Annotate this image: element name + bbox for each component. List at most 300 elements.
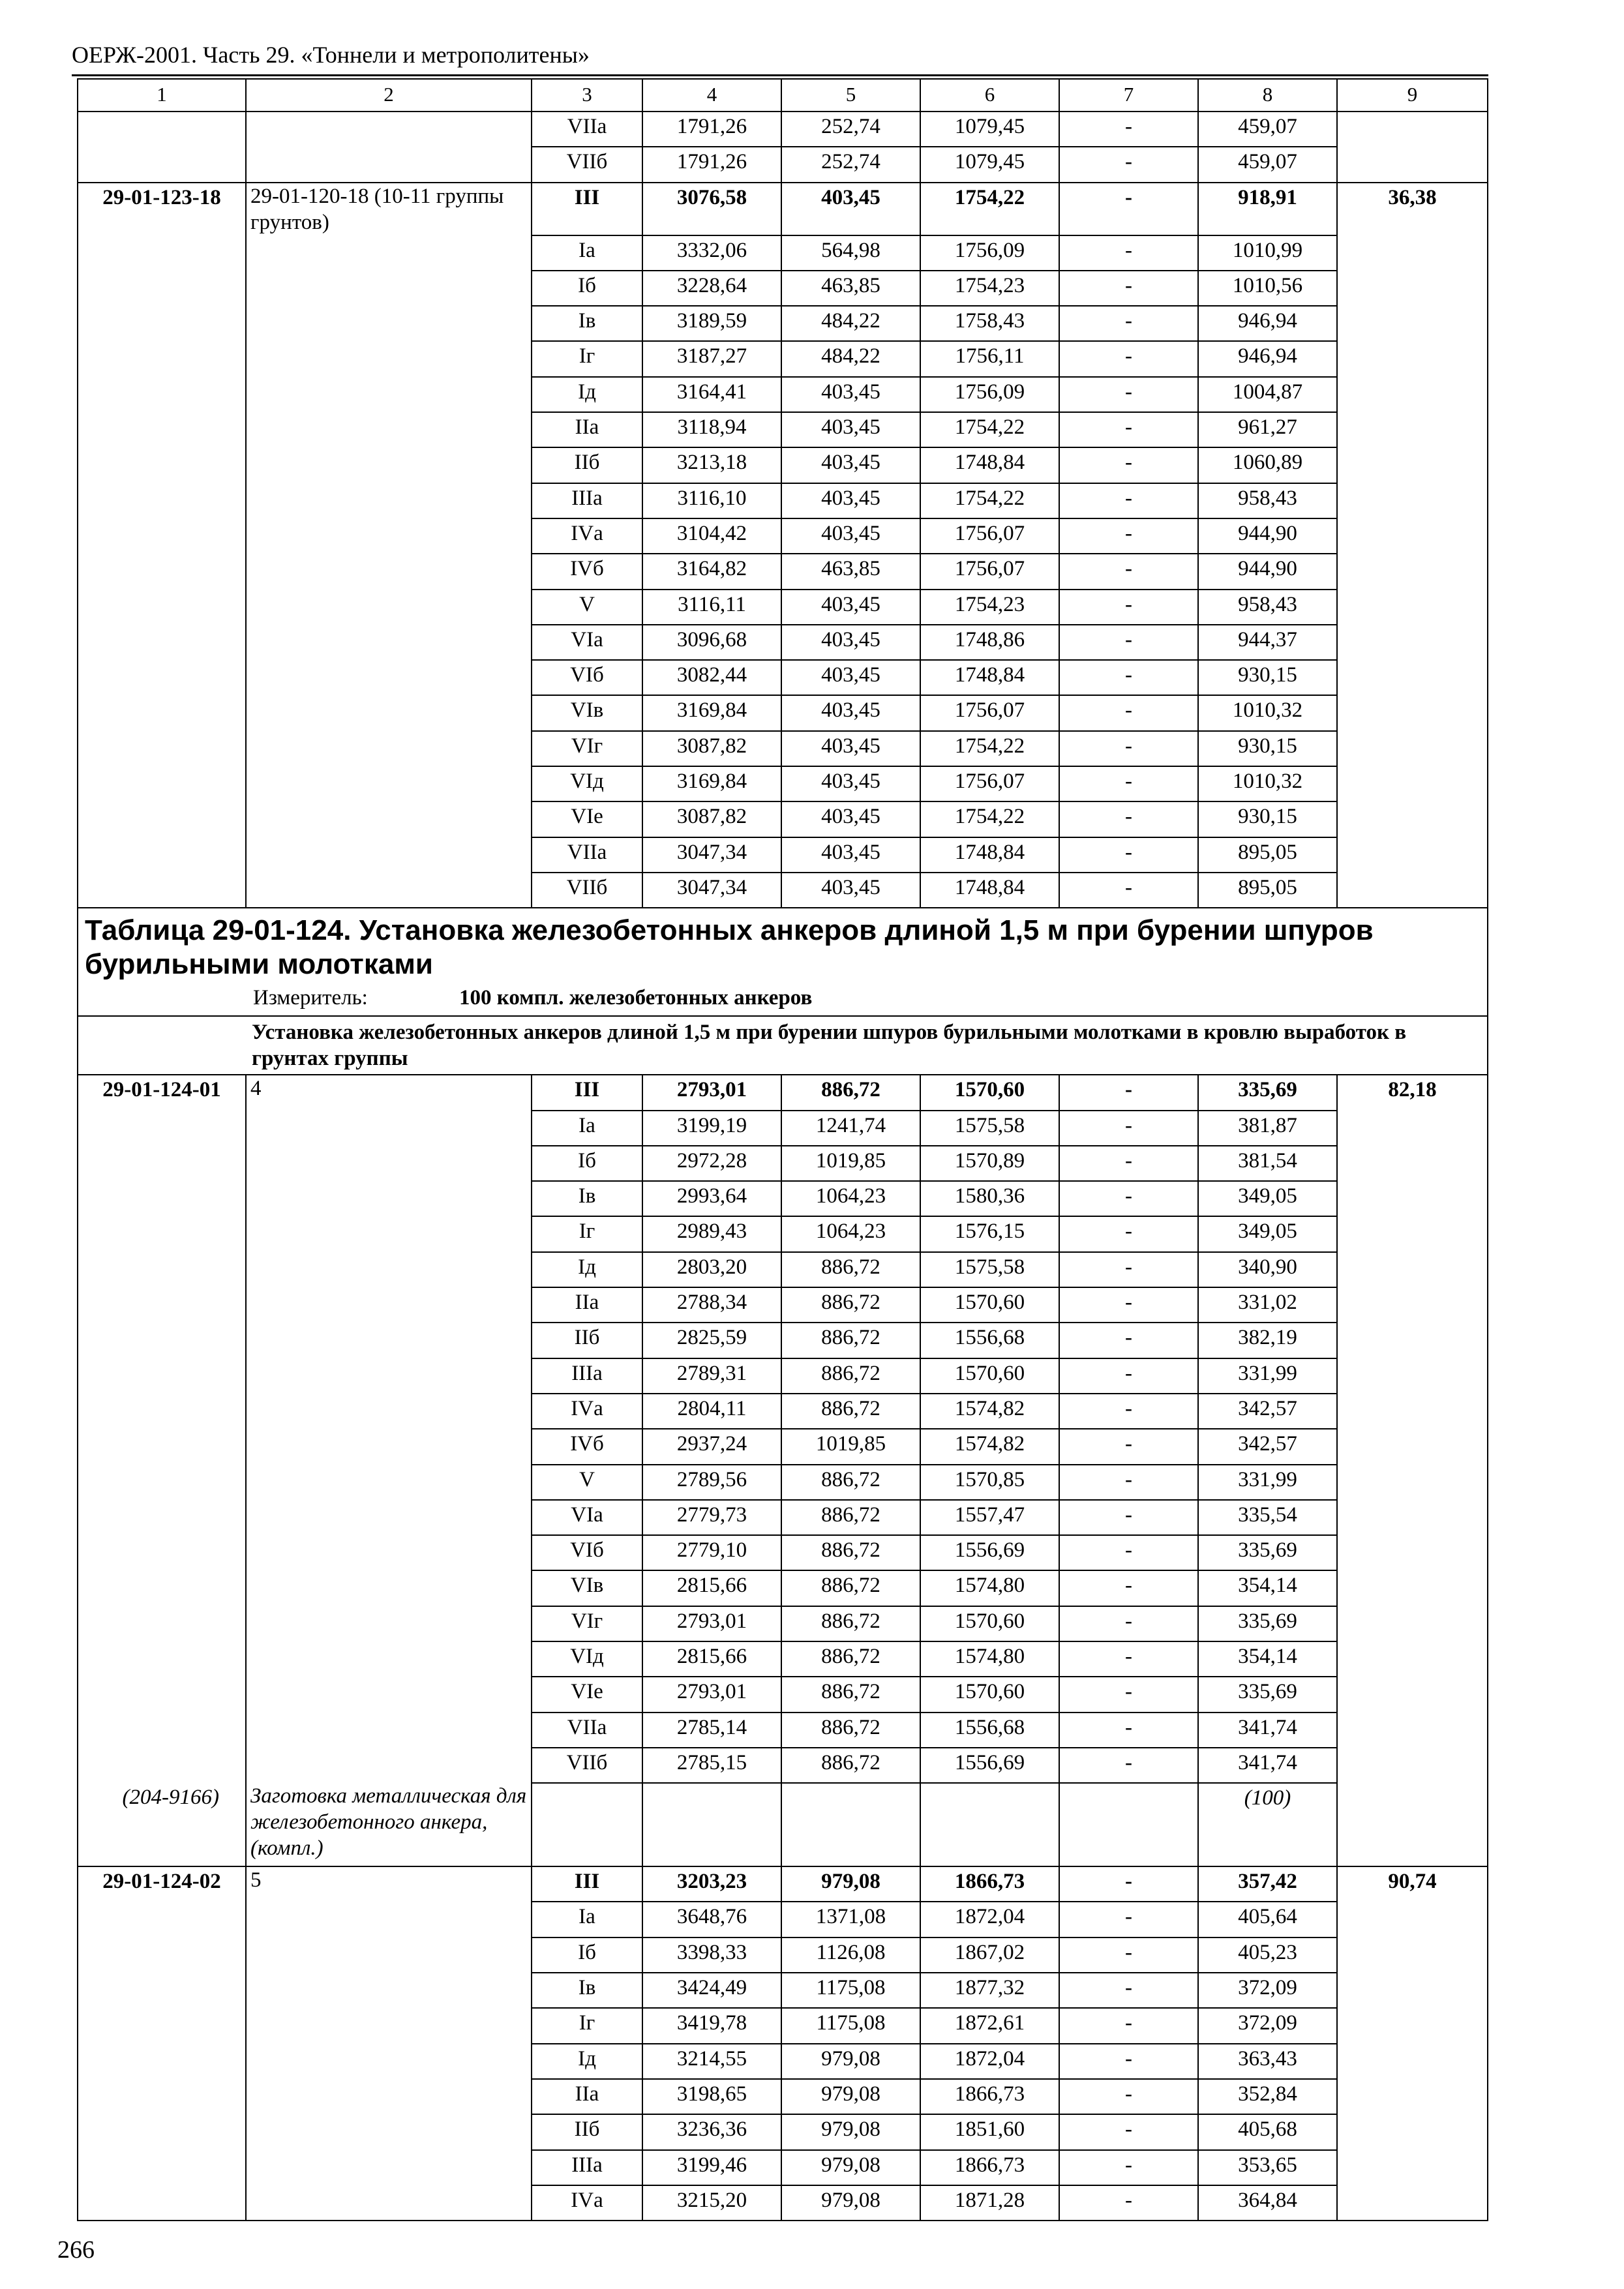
name-cell xyxy=(246,1677,532,1712)
total-cost: 2793,01 xyxy=(642,1677,781,1712)
wage-cost: 463,85 xyxy=(781,554,920,589)
code-cell xyxy=(78,2008,246,2043)
total-cost: 2788,34 xyxy=(642,1287,781,1323)
soil-group: Iв xyxy=(532,306,642,341)
driver-wage: - xyxy=(1059,2185,1198,2221)
total-cost: 2785,15 xyxy=(642,1748,781,1783)
table-row xyxy=(78,1216,1488,1251)
col9-cell xyxy=(1337,483,1488,518)
column-number-6: 6 xyxy=(920,79,1059,112)
material-cost: 1010,56 xyxy=(1198,271,1337,306)
soil-group: VIе xyxy=(532,801,642,837)
driver-wage: - xyxy=(1059,1075,1198,1110)
table-row xyxy=(78,695,1488,730)
table-row xyxy=(78,1287,1488,1323)
table-row xyxy=(78,1748,1488,1783)
driver-wage: - xyxy=(1059,1429,1198,1464)
driver-wage: - xyxy=(1059,235,1198,271)
wage-cost: 252,74 xyxy=(781,112,920,147)
total-cost: 2803,20 xyxy=(642,1252,781,1287)
total-cost: 3214,55 xyxy=(642,2044,781,2079)
code-cell xyxy=(78,1902,246,1937)
name-cell xyxy=(246,518,532,554)
empty-cell xyxy=(781,1783,920,1866)
material-name: Заготовка металлическая для железобетонного анкера, (компл.) xyxy=(246,1783,532,1866)
machine-cost: 1872,04 xyxy=(920,2044,1059,2079)
table-row xyxy=(78,112,1488,147)
soil-group: IIа xyxy=(532,412,642,447)
total-cost: 3187,27 xyxy=(642,341,781,376)
code-cell xyxy=(78,1973,246,2008)
empty-cell xyxy=(1059,1783,1198,1866)
table-row xyxy=(78,183,1488,235)
soil-group: VIб xyxy=(532,660,642,695)
code-cell xyxy=(78,625,246,660)
material-cost: 459,07 xyxy=(1198,112,1337,147)
machine-cost: 1872,04 xyxy=(920,1902,1059,1937)
name-cell xyxy=(246,2044,532,2079)
material-cost: 895,05 xyxy=(1198,873,1337,908)
col9-cell xyxy=(1337,377,1488,412)
machine-cost: 1851,60 xyxy=(920,2114,1059,2149)
material-cost: 961,27 xyxy=(1198,412,1337,447)
page-number: 266 xyxy=(57,2236,95,2264)
wage-cost: 403,45 xyxy=(781,447,920,483)
wage-cost: 403,45 xyxy=(781,731,920,766)
driver-wage: - xyxy=(1059,112,1198,147)
col9-cell xyxy=(1337,1677,1488,1712)
driver-wage: - xyxy=(1059,1216,1198,1251)
soil-group: VIв xyxy=(532,695,642,730)
driver-wage: - xyxy=(1059,1111,1198,1146)
material-row xyxy=(78,1783,1488,1866)
driver-wage: - xyxy=(1059,625,1198,660)
material-cost: 349,05 xyxy=(1198,1216,1337,1251)
wage-cost: 979,08 xyxy=(781,2114,920,2149)
name-cell xyxy=(246,660,532,695)
material-cost: 335,69 xyxy=(1198,1535,1337,1570)
table-row xyxy=(78,1429,1488,1464)
total-cost: 2789,31 xyxy=(642,1358,781,1394)
machine-cost: 1576,15 xyxy=(920,1216,1059,1251)
total-cost: 3116,10 xyxy=(642,483,781,518)
code-cell xyxy=(78,1677,246,1712)
wage-cost: 979,08 xyxy=(781,2185,920,2221)
total-cost: 3189,59 xyxy=(642,306,781,341)
wage-cost: 1064,23 xyxy=(781,1216,920,1251)
name-cell xyxy=(246,2185,532,2221)
soil-group: VIIб xyxy=(532,1748,642,1783)
total-cost: 3164,41 xyxy=(642,377,781,412)
driver-wage: - xyxy=(1059,1146,1198,1181)
table-row xyxy=(78,1181,1488,1216)
name-cell xyxy=(246,554,532,589)
name-cell xyxy=(246,1973,532,2008)
table-row xyxy=(78,2150,1488,2185)
code-cell xyxy=(78,235,246,271)
name-cell xyxy=(246,1570,532,1606)
driver-wage: - xyxy=(1059,1748,1198,1783)
total-cost: 3164,82 xyxy=(642,554,781,589)
table-title-block xyxy=(78,908,1488,1016)
code-cell xyxy=(78,306,246,341)
soil-group: Iв xyxy=(532,1181,642,1216)
wage-cost: 252,74 xyxy=(781,147,920,182)
table-title-row xyxy=(78,908,1488,1016)
name-cell xyxy=(246,1146,532,1181)
driver-wage: - xyxy=(1059,483,1198,518)
soil-group: IVа xyxy=(532,1394,642,1429)
col9-cell xyxy=(1337,1111,1488,1146)
col9-cell xyxy=(1337,695,1488,730)
wage-cost: 403,45 xyxy=(781,518,920,554)
name-cell xyxy=(246,447,532,483)
material-cost: 381,87 xyxy=(1198,1111,1337,1146)
driver-wage: - xyxy=(1059,1606,1198,1641)
total-cost: 3087,82 xyxy=(642,801,781,837)
machine-cost: 1574,82 xyxy=(920,1394,1059,1429)
material-cost: 958,43 xyxy=(1198,483,1337,518)
code-cell xyxy=(78,1323,246,1358)
driver-wage: - xyxy=(1059,1866,1198,1902)
table-row xyxy=(78,306,1488,341)
table-row xyxy=(78,731,1488,766)
machine-cost: 1756,07 xyxy=(920,518,1059,554)
table-row xyxy=(78,766,1488,801)
col9-cell xyxy=(1337,1570,1488,1606)
code-cell xyxy=(78,2185,246,2221)
code-cell xyxy=(78,1535,246,1570)
machine-cost: 1556,69 xyxy=(920,1748,1059,1783)
soil-group: VIд xyxy=(532,1641,642,1677)
col9-cell xyxy=(1337,1535,1488,1570)
table-row xyxy=(78,447,1488,483)
soil-group: IIIа xyxy=(532,483,642,518)
material-cost: 353,65 xyxy=(1198,2150,1337,2185)
col9-cell xyxy=(1337,1465,1488,1500)
driver-wage: - xyxy=(1059,801,1198,837)
driver-wage: - xyxy=(1059,1252,1198,1287)
subsection-title: Установка железобетонных анкеров длиной 1,5 м при бурении шпуров бурильными молотками в кровлю выработок в грунтах группы xyxy=(78,1016,1488,1075)
machine-cost: 1570,85 xyxy=(920,1465,1059,1500)
wage-cost: 1126,08 xyxy=(781,1937,920,1973)
code-cell xyxy=(78,147,246,182)
name-cell xyxy=(246,1902,532,1937)
name-cell xyxy=(246,147,532,182)
wage-cost: 886,72 xyxy=(781,1677,920,1712)
machine-cost: 1748,86 xyxy=(920,625,1059,660)
col9-cell xyxy=(1337,147,1488,182)
soil-group: VIб xyxy=(532,1535,642,1570)
table-row xyxy=(78,1252,1488,1287)
name-cell xyxy=(246,1429,532,1464)
material-cost: 340,90 xyxy=(1198,1252,1337,1287)
wage-cost: 484,22 xyxy=(781,306,920,341)
table-row xyxy=(78,1465,1488,1500)
code-cell xyxy=(78,483,246,518)
page-header-title: ОЕРЖ-2001. Часть 29. «Тоннели и метрополитены» xyxy=(72,42,590,68)
name-cell xyxy=(246,271,532,306)
total-cost: 3096,68 xyxy=(642,625,781,660)
name-cell xyxy=(246,1252,532,1287)
soil-group: VIг xyxy=(532,731,642,766)
header-rule xyxy=(72,74,1488,76)
total-cost: 3203,23 xyxy=(642,1866,781,1902)
col9-cell xyxy=(1337,235,1488,271)
machine-cost: 1748,84 xyxy=(920,447,1059,483)
material-cost: 405,64 xyxy=(1198,1902,1337,1937)
labor-cost: 36,38 xyxy=(1337,183,1488,235)
wage-cost: 979,08 xyxy=(781,1866,920,1902)
table-row xyxy=(78,1606,1488,1641)
total-cost: 1791,26 xyxy=(642,112,781,147)
col9-cell xyxy=(1337,1181,1488,1216)
table-row xyxy=(78,412,1488,447)
driver-wage: - xyxy=(1059,1937,1198,1973)
total-cost: 3087,82 xyxy=(642,731,781,766)
wage-cost: 886,72 xyxy=(781,1713,920,1748)
material-cost: 930,15 xyxy=(1198,801,1337,837)
machine-cost: 1570,60 xyxy=(920,1287,1059,1323)
wage-cost: 886,72 xyxy=(781,1075,920,1110)
driver-wage: - xyxy=(1059,2150,1198,2185)
soil-group: VIа xyxy=(532,1500,642,1535)
table-row xyxy=(78,1535,1488,1570)
material-cost: 335,54 xyxy=(1198,1500,1337,1535)
machine-cost: 1866,73 xyxy=(920,1866,1059,1902)
material-cost: 331,02 xyxy=(1198,1287,1337,1323)
name-cell xyxy=(246,766,532,801)
total-cost: 3398,33 xyxy=(642,1937,781,1973)
material-cost: 372,09 xyxy=(1198,1973,1337,2008)
soil-group: VIIа xyxy=(532,837,642,873)
code-cell xyxy=(78,1394,246,1429)
estimate-table-body xyxy=(78,79,1488,2221)
col9-cell xyxy=(1337,554,1488,589)
wage-cost: 886,72 xyxy=(781,1323,920,1358)
name-cell xyxy=(246,2008,532,2043)
table-row xyxy=(78,1111,1488,1146)
total-cost: 3169,84 xyxy=(642,695,781,730)
col9-cell xyxy=(1337,801,1488,837)
machine-cost: 1748,84 xyxy=(920,660,1059,695)
col9-cell xyxy=(1337,2150,1488,2185)
col9-cell xyxy=(1337,1429,1488,1464)
wage-cost: 1019,85 xyxy=(781,1146,920,1181)
soil-group: Iд xyxy=(532,377,642,412)
material-cost: 930,15 xyxy=(1198,731,1337,766)
code-cell xyxy=(78,518,246,554)
total-cost: 3082,44 xyxy=(642,660,781,695)
material-cost: 357,42 xyxy=(1198,1866,1337,1902)
soil-group: IVб xyxy=(532,554,642,589)
machine-cost: 1758,43 xyxy=(920,306,1059,341)
total-cost: 3118,94 xyxy=(642,412,781,447)
wage-cost: 403,45 xyxy=(781,766,920,801)
name-cell xyxy=(246,112,532,147)
material-cost: 354,14 xyxy=(1198,1570,1337,1606)
material-cost: 944,90 xyxy=(1198,554,1337,589)
col9-cell xyxy=(1337,660,1488,695)
column-number-2: 2 xyxy=(246,79,532,112)
soil-group: IIб xyxy=(532,2114,642,2149)
material-cost: 946,94 xyxy=(1198,341,1337,376)
soil-group: VIа xyxy=(532,625,642,660)
total-cost: 3648,76 xyxy=(642,1902,781,1937)
driver-wage: - xyxy=(1059,306,1198,341)
wage-cost: 403,45 xyxy=(781,695,920,730)
col9-cell xyxy=(1337,1641,1488,1677)
soil-group: Iа xyxy=(532,1111,642,1146)
soil-group: IIIа xyxy=(532,1358,642,1394)
name-cell xyxy=(246,1216,532,1251)
material-cost: 958,43 xyxy=(1198,590,1337,625)
machine-cost: 1574,82 xyxy=(920,1429,1059,1464)
name-cell xyxy=(246,2150,532,2185)
wage-cost: 886,72 xyxy=(781,1606,920,1641)
driver-wage: - xyxy=(1059,271,1198,306)
material-cost: 944,90 xyxy=(1198,518,1337,554)
wage-cost: 886,72 xyxy=(781,1394,920,1429)
machine-cost: 1754,22 xyxy=(920,731,1059,766)
col9-cell xyxy=(1337,1252,1488,1287)
soil-group: VIв xyxy=(532,1570,642,1606)
material-cost: 341,74 xyxy=(1198,1713,1337,1748)
total-cost: 3215,20 xyxy=(642,2185,781,2221)
column-number-3: 3 xyxy=(532,79,642,112)
resource-code: 29-01-124-02 xyxy=(78,1866,246,1902)
soil-group: VIIа xyxy=(532,112,642,147)
name-cell xyxy=(246,2114,532,2149)
code-cell xyxy=(78,873,246,908)
wage-cost: 886,72 xyxy=(781,1641,920,1677)
soil-group: Iб xyxy=(532,1146,642,1181)
code-cell xyxy=(78,2114,246,2149)
wage-cost: 403,45 xyxy=(781,590,920,625)
machine-cost: 1866,73 xyxy=(920,2079,1059,2114)
driver-wage: - xyxy=(1059,183,1198,235)
wage-cost: 564,98 xyxy=(781,235,920,271)
total-cost: 3198,65 xyxy=(642,2079,781,2114)
machine-cost: 1079,45 xyxy=(920,112,1059,147)
total-cost: 3228,64 xyxy=(642,271,781,306)
total-cost: 2779,73 xyxy=(642,1500,781,1535)
total-cost: 3199,46 xyxy=(642,2150,781,2185)
machine-cost: 1575,58 xyxy=(920,1252,1059,1287)
material-cost: 349,05 xyxy=(1198,1181,1337,1216)
machine-cost: 1574,80 xyxy=(920,1641,1059,1677)
col9-cell xyxy=(1337,2114,1488,2149)
column-number-row xyxy=(78,79,1488,112)
total-cost: 2937,24 xyxy=(642,1429,781,1464)
wage-cost: 1175,08 xyxy=(781,1973,920,2008)
name-cell xyxy=(246,412,532,447)
name-cell xyxy=(246,801,532,837)
material-code: (204-9166) xyxy=(78,1783,246,1866)
material-cost: 918,91 xyxy=(1198,183,1337,235)
name-cell xyxy=(246,306,532,341)
name-cell xyxy=(246,235,532,271)
driver-wage: - xyxy=(1059,590,1198,625)
wage-cost: 1241,74 xyxy=(781,1111,920,1146)
machine-cost: 1570,89 xyxy=(920,1146,1059,1181)
machine-cost: 1575,58 xyxy=(920,1111,1059,1146)
soil-group: IIб xyxy=(532,1323,642,1358)
measure-unit-label: Измеритель: xyxy=(253,986,368,1010)
col9-cell xyxy=(1337,341,1488,376)
material-cost: 1010,32 xyxy=(1198,695,1337,730)
machine-cost: 1756,09 xyxy=(920,377,1059,412)
code-cell xyxy=(78,801,246,837)
soil-group: VIд xyxy=(532,766,642,801)
code-cell xyxy=(78,447,246,483)
machine-cost: 1754,22 xyxy=(920,483,1059,518)
column-number-7: 7 xyxy=(1059,79,1198,112)
table-row xyxy=(78,1570,1488,1606)
name-cell xyxy=(246,731,532,766)
machine-cost: 1570,60 xyxy=(920,1606,1059,1641)
wage-cost: 886,72 xyxy=(781,1500,920,1535)
soil-group: IVб xyxy=(532,1429,642,1464)
code-cell xyxy=(78,2150,246,2185)
material-cost: 342,57 xyxy=(1198,1429,1337,1464)
total-cost: 2815,66 xyxy=(642,1641,781,1677)
code-cell xyxy=(78,1570,246,1606)
name-cell xyxy=(246,341,532,376)
table-row xyxy=(78,271,1488,306)
driver-wage: - xyxy=(1059,837,1198,873)
driver-wage: - xyxy=(1059,518,1198,554)
labor-cost: 90,74 xyxy=(1337,1866,1488,1902)
wage-cost: 1064,23 xyxy=(781,1181,920,1216)
code-cell xyxy=(78,1287,246,1323)
total-cost: 3047,34 xyxy=(642,873,781,908)
material-cost: 354,14 xyxy=(1198,1641,1337,1677)
name-cell xyxy=(246,1535,532,1570)
code-cell xyxy=(78,271,246,306)
code-cell xyxy=(78,1429,246,1464)
col9-cell xyxy=(1337,2185,1488,2221)
soil-group: Iв xyxy=(532,1973,642,2008)
driver-wage: - xyxy=(1059,695,1198,730)
total-cost: 3419,78 xyxy=(642,2008,781,2043)
code-cell xyxy=(78,377,246,412)
total-cost: 3169,84 xyxy=(642,766,781,801)
code-cell xyxy=(78,1465,246,1500)
material-cost: 335,69 xyxy=(1198,1677,1337,1712)
table-row xyxy=(78,1866,1488,1902)
driver-wage: - xyxy=(1059,377,1198,412)
table-row xyxy=(78,483,1488,518)
soil-group: IIIа xyxy=(532,2150,642,2185)
machine-cost: 1756,11 xyxy=(920,341,1059,376)
measure-unit-value: 100 компл. железобетонных анкеров xyxy=(459,986,813,1010)
code-cell xyxy=(78,1500,246,1535)
machine-cost: 1871,28 xyxy=(920,2185,1059,2221)
material-cost: 363,43 xyxy=(1198,2044,1337,2079)
machine-cost: 1872,61 xyxy=(920,2008,1059,2043)
name-cell xyxy=(246,873,532,908)
name-cell xyxy=(246,1641,532,1677)
resource-code: 29-01-124-01 xyxy=(78,1075,246,1110)
wage-cost: 403,45 xyxy=(781,660,920,695)
table-row xyxy=(78,873,1488,908)
table-row xyxy=(78,1937,1488,1973)
table-row xyxy=(78,235,1488,271)
machine-cost: 1754,23 xyxy=(920,271,1059,306)
material-cost: 459,07 xyxy=(1198,147,1337,182)
col9-cell xyxy=(1337,2044,1488,2079)
